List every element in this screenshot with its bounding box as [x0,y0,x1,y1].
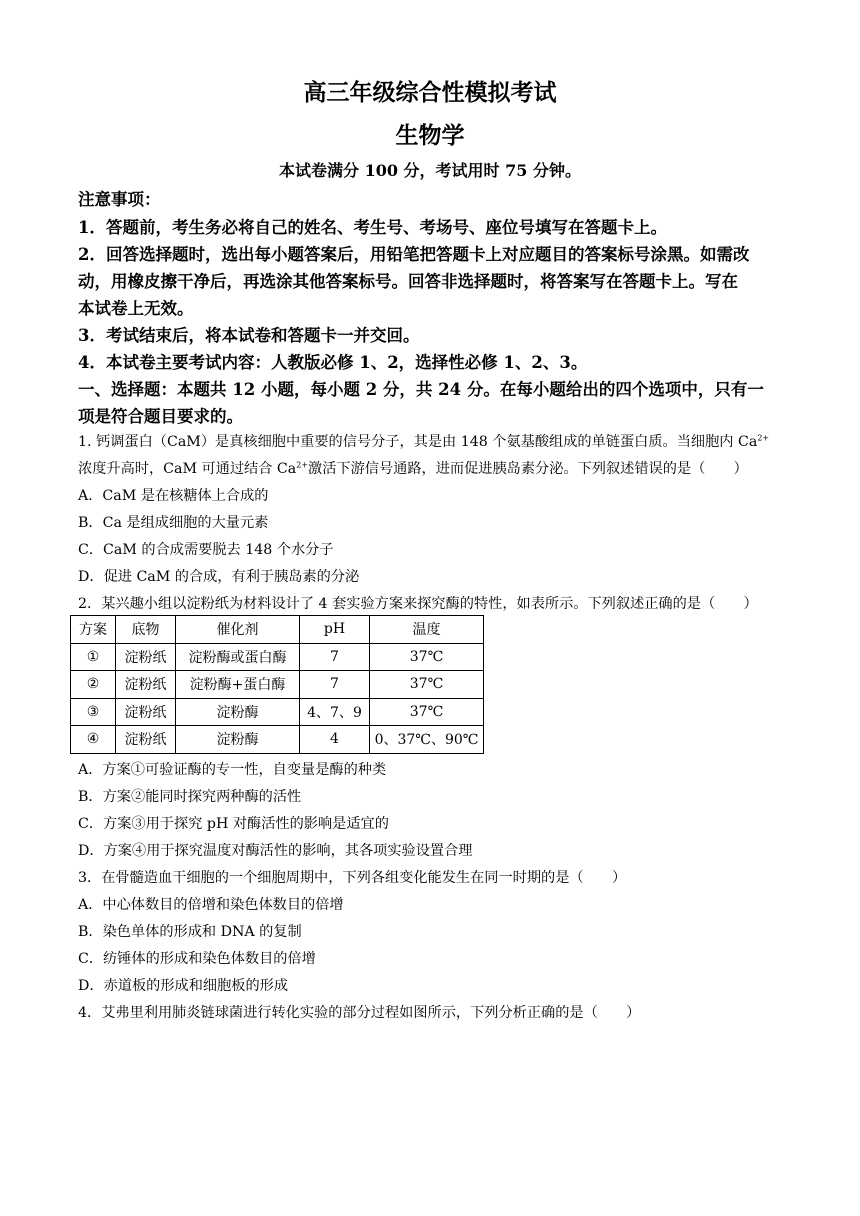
note-item-3: 3．考试结束后，将本试卷和答题卡一并交回。 [78,326,420,345]
q1-stem-line-1 [78,431,769,451]
table-header-cell: 方案 [71,616,116,644]
table-header-cell: pH [300,616,370,644]
q2-option-d: D．方案④用于探究温度对酶活性的影响，其各项实验设置合理 [78,843,473,859]
q3-option-a: A．中心体数目的倍增和染色体数目的倍增 [78,897,344,913]
table-cell: 淀粉酶 [176,726,300,754]
table-cell: 淀粉纸 [116,643,176,671]
section-heading-line-2: 项是符合题目要求的。 [78,407,243,426]
q4-stem: 4．艾弗里利用肺炎链球菌进行转化实验的部分过程如图所示，下列分析正确的是（ ） [78,1005,641,1021]
table-header-cell: 温度 [370,616,484,644]
table-cell: 7 [300,671,370,699]
table-cell: 4 [300,726,370,754]
table-row [71,643,484,671]
experiment-table [70,615,484,754]
section-heading-line-1: 一、选择题：本题共 12 小题，每小题 2 分，共 24 分。在每小题给出的四个选项中，只有一 [78,380,764,399]
q1-superscript-1: 2+ [757,433,770,443]
q1-stem-text-2: 浓度升高时，CaM 可通过结合 Ca [78,461,297,477]
q1-stem-text-3: 激活下游信号通路，进而促进胰岛素分泌。下列叙述错误的是（ ） [308,461,748,477]
q1-superscript-2: 2+ [296,460,309,470]
note-item-2-line-2: 动，用橡皮擦干净后，再选涂其他答案标号。回答非选择题时，将答案写在答题卡上。写在 [78,272,738,291]
table-cell: 淀粉纸 [116,698,176,726]
table-cell: 37℃ [370,698,484,726]
q3-option-b: B．染色单体的形成和 DNA 的复制 [78,924,302,940]
q2-stem: 2．某兴趣小组以淀粉纸为材料设计了 4 套实验方案来探究酶的特性，如表所示。下列叙述正确的是（ ） [78,596,758,612]
table-cell: 4、7、9 [300,698,370,726]
exam-info: 本试卷满分 100 分，考试用时 75 分钟。 [279,161,581,180]
q1-option-b: B．Ca 是组成细胞的大量元素 [78,515,269,531]
table-cell: 37℃ [370,643,484,671]
table-cell: ③ [71,698,116,726]
q2-option-a: A．方案①可验证酶的专一性，自变量是酶的种类 [78,762,387,778]
q1-stem-text-1: 1. 钙调蛋白（CaM）是真核细胞中重要的信号分子，其是由 148 个氨基酸组成的单链蛋白质。当细胞内 Ca [78,434,758,450]
table-header-cell: 催化剂 [176,616,300,644]
table-cell: ④ [71,726,116,754]
table-cell: 淀粉酶+蛋白酶 [176,671,300,699]
table-cell: 淀粉纸 [116,671,176,699]
note-item-4: 4．本试卷主要考试内容：人教版必修 1、2，选择性必修 1、2、3。 [78,353,588,372]
q1-option-a: A．CaM 是在核糖体上合成的 [78,488,269,504]
table-cell: 淀粉酶 [176,698,300,726]
notes-heading: 注意事项： [78,190,161,209]
q2-option-c: C．方案③用于探究 pH 对酶活性的影响是适宜的 [78,816,389,832]
table-row [71,726,484,754]
table-cell: ② [71,671,116,699]
subject-title: 生物学 [395,122,465,149]
q1-option-c: C．CaM 的合成需要脱去 148 个水分子 [78,542,334,558]
q1-stem-line-2 [78,458,748,478]
table-cell: 37℃ [370,671,484,699]
q3-option-d: D．赤道板的形成和细胞板的形成 [78,978,289,994]
table-cell: 7 [300,643,370,671]
note-item-1: 1．答题前，考生务必将自己的姓名、考生号、考场号、座位号填写在答题卡上。 [78,218,667,237]
exam-title: 高三年级综合性模拟考试 [303,79,557,106]
table-cell: 0、37℃、90℃ [370,726,484,754]
q3-stem: 3．在骨髓造血干细胞的一个细胞周期中，下列各组变化能发生在同一时期的是（ ） [78,870,627,886]
note-item-2-line-1: 2．回答选择题时，选出每小题答案后，用铅笔把答题卡上对应题目的答案标号涂黑。如需改 [78,245,750,264]
table-header-cell: 底物 [116,616,176,644]
q3-option-c: C．纺锤体的形成和染色体数目的倍增 [78,951,316,967]
table-row [71,671,484,699]
q2-option-b: B．方案②能同时探究两种酶的活性 [78,789,302,805]
note-item-2-line-3: 本试卷上无效。 [78,299,194,318]
table-cell: 淀粉纸 [116,726,176,754]
table-row [71,698,484,726]
q1-option-d: D．促进 CaM 的合成，有利于胰岛素的分泌 [78,569,360,585]
table-cell: ① [71,643,116,671]
table-header-row [71,616,484,644]
table-cell: 淀粉酶或蛋白酶 [176,643,300,671]
